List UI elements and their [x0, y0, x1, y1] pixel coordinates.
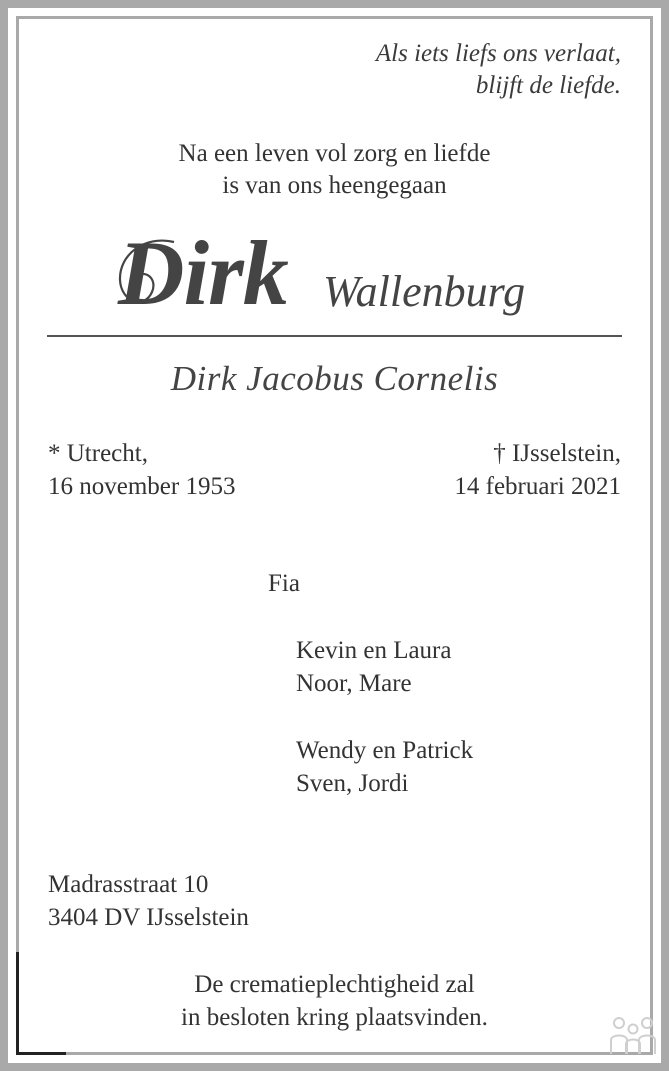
death-info — [454, 437, 621, 503]
family-group — [296, 734, 473, 800]
intro-line-1: Na een leven vol zorg en liefde — [178, 140, 491, 167]
intro-line-2: is van ons heengegaan — [222, 172, 447, 199]
people-icon — [609, 1012, 657, 1056]
birth-info — [48, 437, 235, 503]
intro-text — [0, 138, 669, 202]
address — [48, 868, 249, 934]
family-group — [296, 634, 451, 700]
notice-line-2: in besloten kring plaatsvinden. — [181, 1004, 488, 1031]
motto-line-2: blijft de liefde. — [475, 72, 621, 99]
ceremony-notice — [0, 968, 669, 1034]
grandchildren: Sven, Jordi — [296, 770, 409, 797]
notice-line-1: De crematieplechtigheid zal — [194, 971, 475, 998]
death-date: 14 februari 2021 — [454, 473, 621, 500]
address-city: 3404 DV IJsselstein — [48, 904, 249, 931]
motto-line-1: Als iets liefs ons verlaat, — [375, 40, 621, 67]
child-couple: Wendy en Patrick — [296, 737, 474, 764]
partner-name: Fia — [268, 570, 300, 597]
birth-place: * Utrecht, — [48, 440, 148, 467]
first-name: Dirk — [118, 222, 288, 324]
motto — [376, 38, 621, 102]
divider — [47, 335, 622, 337]
death-place: † IJsselstein, — [493, 440, 621, 467]
grandchildren: Noor, Mare — [296, 670, 412, 697]
corner-bracket — [16, 952, 66, 1055]
child-couple: Kevin en Laura — [296, 637, 452, 664]
deceased-name — [118, 218, 588, 328]
birth-date: 16 november 1953 — [48, 473, 236, 500]
full-name: Dirk Jacobus Cornelis — [170, 359, 499, 398]
last-name: Wallenburg — [323, 267, 526, 316]
address-street: Madrasstraat 10 — [48, 871, 209, 898]
